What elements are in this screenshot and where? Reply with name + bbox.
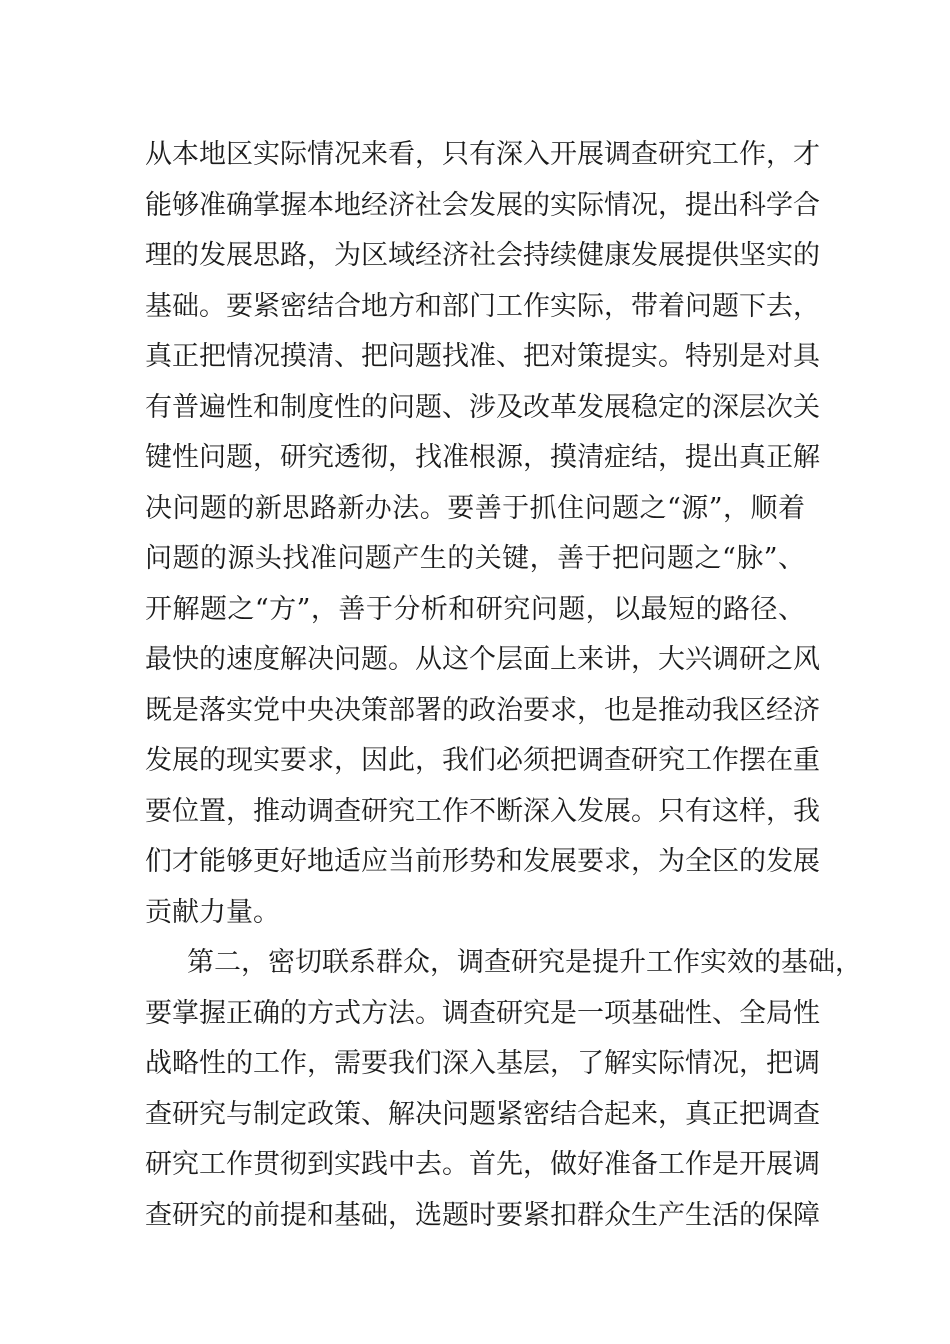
text-line: 们才能够更好地适应当前形势和发展要求，为全区的发展 bbox=[145, 846, 820, 877]
text-line: 理的发展思路，为区域经济社会持续健康发展提供坚实的 bbox=[145, 240, 820, 271]
text-line: 第二，密切联系群众，调查研究是提升工作实效的基础， bbox=[187, 947, 862, 978]
text-line: 要位置，推动调查研究工作不断深入发展。只有这样，我 bbox=[145, 795, 820, 827]
text-line: 发展的现实要求，因此，我们必须把调查研究工作摆在重 bbox=[145, 745, 820, 776]
text-line: 既是落实党中央决策部署的政治要求，也是推动我区经济 bbox=[145, 694, 820, 726]
text-line: 查研究与制定政策、解决问题紧密结合起来，真正把调查 bbox=[145, 1098, 820, 1130]
text-line: 贡献力量。 bbox=[145, 896, 280, 928]
text-line: 开解题之“方”，善于分析和研究问题，以最短的路径、 bbox=[145, 593, 805, 625]
text-line: 基础。要紧密结合地方和部门工作实际，带着问题下去， bbox=[145, 290, 820, 322]
text-line: 最快的速度解决问题。从这个层面上来讲，大兴调研之风 bbox=[145, 644, 820, 675]
paragraph-1 bbox=[145, 130, 845, 938]
text-line: 从本地区实际情况来看，只有深入开展调查研究工作，才 bbox=[145, 139, 820, 170]
text-line: 战略性的工作，需要我们深入基层，了解实际情况，把调 bbox=[145, 1048, 820, 1079]
text-line: 决问题的新思路新办法。要善于抓住问题之“源”，顺着 bbox=[145, 492, 805, 524]
text-line: 问题的源头找准问题产生的关键，善于把问题之“脉”、 bbox=[145, 543, 805, 574]
paragraph-2 bbox=[145, 938, 862, 1241]
text-line: 要掌握正确的方式方法。调查研究是一项基础性、全局性 bbox=[145, 997, 820, 1029]
text-line: 真正把情况摸清、把问题找准、把对策提实。特别是对具 bbox=[145, 341, 820, 372]
text-line: 研究工作贯彻到实践中去。首先，做好准备工作是开展调 bbox=[145, 1149, 820, 1180]
text-line: 查研究的前提和基础，选题时要紧扣群众生产生活的保障 bbox=[145, 1199, 820, 1231]
text-line: 能够准确掌握本地经济社会发展的实际情况，提出科学合 bbox=[145, 189, 820, 221]
text-line: 有普遍性和制度性的问题、涉及改革发展稳定的深层次关 bbox=[145, 391, 820, 423]
body-text bbox=[145, 130, 862, 1241]
text-line: 键性问题，研究透彻，找准根源，摸清症结，提出真正解 bbox=[145, 442, 820, 473]
